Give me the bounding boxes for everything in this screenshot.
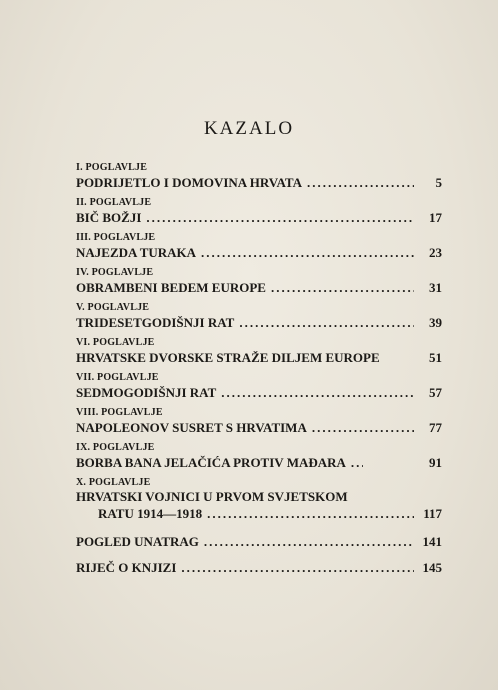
page-number: 51 bbox=[429, 350, 442, 365]
dot-leader bbox=[181, 559, 414, 577]
dot-leader bbox=[207, 505, 414, 523]
page-number: 17 bbox=[429, 210, 442, 225]
section-title: POGLED UNATRAG bbox=[76, 534, 199, 549]
toc-entry bbox=[76, 559, 442, 577]
chapter-label: V. POGLAVLJE bbox=[76, 302, 150, 313]
chapter-label: IV. POGLAVLJE bbox=[76, 267, 154, 278]
dot-leader bbox=[351, 454, 363, 472]
page-title: KAZALO bbox=[203, 118, 295, 139]
toc-entry bbox=[76, 371, 442, 402]
chapter-label: VIII. POGLAVLJE bbox=[76, 407, 163, 418]
toc-entry bbox=[76, 441, 442, 472]
toc-entry bbox=[76, 266, 442, 297]
chapter-label: I. POGLAVLJE bbox=[76, 162, 148, 173]
toc-entry bbox=[76, 196, 442, 227]
toc-line bbox=[76, 454, 442, 472]
chapter-title: BIČ BOŽJI bbox=[76, 210, 142, 225]
chapter-label: II. POGLAVLJE bbox=[76, 197, 152, 208]
toc-entry bbox=[76, 406, 442, 437]
toc-entry bbox=[76, 336, 442, 367]
dot-leader bbox=[312, 419, 414, 437]
chapter-title: SEDMOGODIŠNJI RAT bbox=[76, 385, 217, 400]
page-number: 145 bbox=[422, 560, 442, 575]
page-number: 39 bbox=[429, 315, 442, 330]
dot-leader bbox=[271, 279, 414, 297]
page-number: 31 bbox=[429, 280, 442, 295]
chapter-title: NAPOLEONOV SUSRET S HRVATIMA bbox=[76, 420, 307, 435]
page-number: 117 bbox=[423, 506, 442, 521]
toc-line bbox=[76, 559, 442, 577]
page-number: 91 bbox=[429, 455, 442, 470]
chapter-title: RATU 1914—1918 bbox=[98, 506, 203, 521]
toc-line bbox=[76, 314, 442, 332]
page-number: 5 bbox=[435, 175, 442, 190]
dot-leader bbox=[221, 384, 414, 402]
page-number: 141 bbox=[422, 534, 442, 549]
toc-line bbox=[76, 419, 442, 437]
chapter-title: OBRAMBENI BEDEM EUROPE bbox=[76, 280, 266, 295]
toc-entry bbox=[76, 533, 442, 551]
toc-line bbox=[76, 174, 442, 192]
page-number: 77 bbox=[429, 420, 442, 435]
toc-line bbox=[76, 384, 442, 402]
toc-entry bbox=[76, 301, 442, 332]
toc-line bbox=[76, 505, 442, 523]
chapter-title: PODRIJETLO I DOMOVINA HRVATA bbox=[76, 175, 302, 190]
dot-leader bbox=[201, 244, 414, 262]
page-number: 23 bbox=[429, 245, 442, 260]
toc-entry bbox=[76, 476, 442, 523]
chapter-label: VII. POGLAVLJE bbox=[76, 372, 159, 383]
toc-line bbox=[76, 533, 442, 551]
toc-entry bbox=[76, 231, 442, 262]
chapter-title-line1: HRVATSKI VOJNICI U PRVOM SVJETSKOM bbox=[76, 489, 348, 504]
toc-line bbox=[76, 209, 442, 227]
chapter-title: TRIDESETGODIŠNJI RAT bbox=[76, 315, 235, 330]
table-of-contents bbox=[76, 161, 442, 577]
section-title: RIJEČ O KNJIZI bbox=[76, 560, 177, 575]
chapter-label: III. POGLAVLJE bbox=[76, 232, 156, 243]
chapter-label: VI. POGLAVLJE bbox=[76, 337, 155, 348]
toc-line bbox=[76, 349, 442, 367]
chapter-label: X. POGLAVLJE bbox=[76, 477, 151, 488]
chapter-title: BORBA BANA JELAČIĆA PROTIV MAĐARA bbox=[76, 455, 346, 470]
dot-leader bbox=[239, 314, 414, 332]
page-number: 57 bbox=[429, 385, 442, 400]
chapter-label: IX. POGLAVLJE bbox=[76, 442, 155, 453]
toc-entry bbox=[76, 161, 442, 192]
toc-line bbox=[76, 244, 442, 262]
chapter-title: HRVATSKE DVORSKE STRAŽE DILJEM EUROPE bbox=[76, 350, 380, 365]
dot-leader bbox=[307, 174, 414, 192]
dot-leader bbox=[204, 533, 414, 551]
dot-leader bbox=[146, 209, 414, 227]
chapter-title: NAJEZDA TURAKA bbox=[76, 245, 197, 260]
toc-line bbox=[76, 279, 442, 297]
